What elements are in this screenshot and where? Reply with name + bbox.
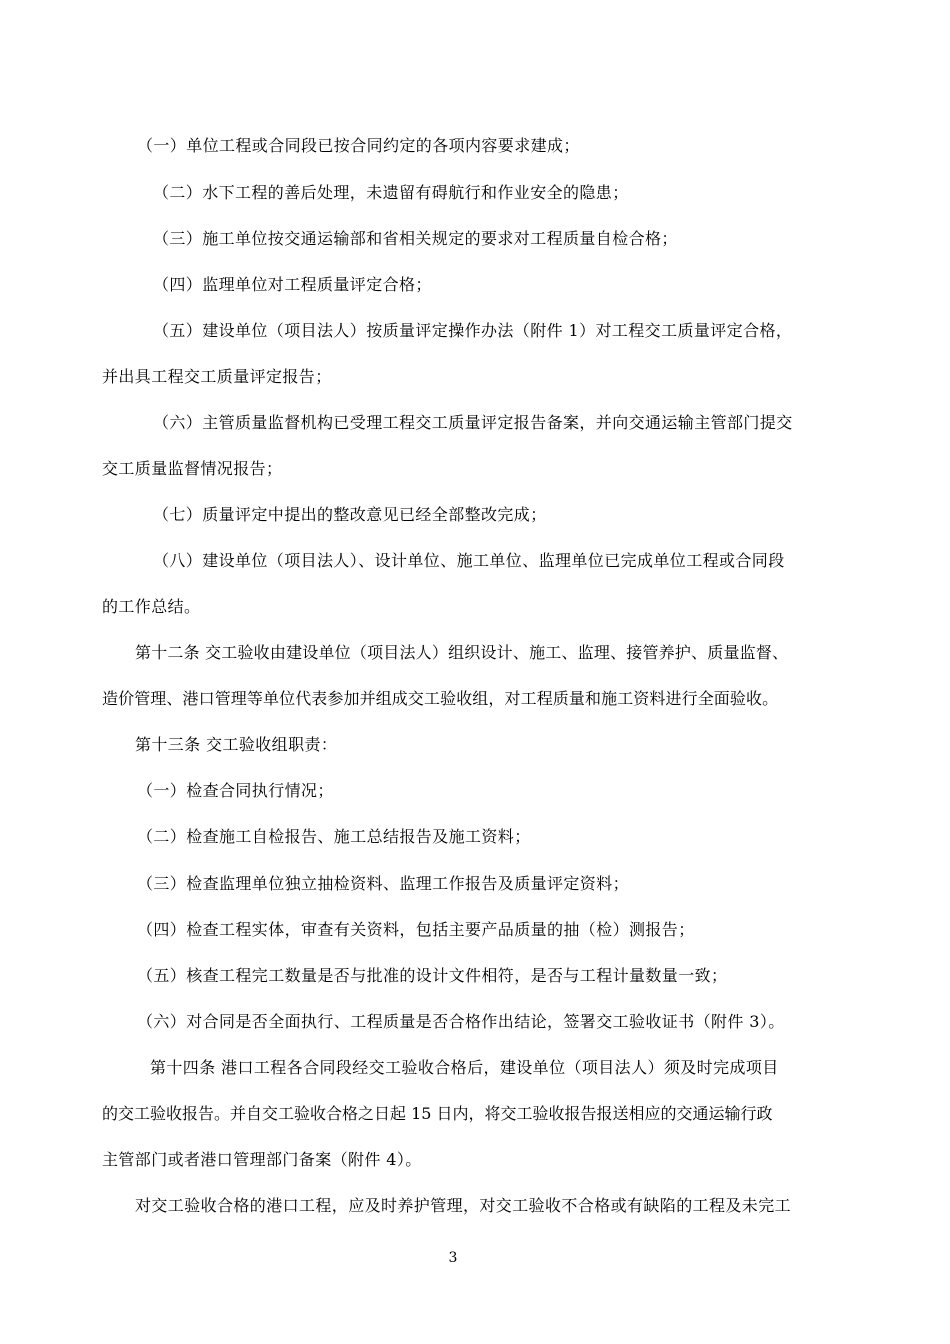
- text-line-10: （八）建设单位（项目法人）、设计单位、施工单位、监理单位已完成单位工程或合同段: [153, 551, 785, 570]
- text-line-6: 并出具工程交工质量评定报告；: [102, 367, 332, 386]
- page-number: 3: [448, 1250, 458, 1266]
- text-line-16: （二）检查施工自检报告、施工总结报告及施工资料；: [137, 827, 531, 846]
- text-line-8: 交工质量监督情况报告；: [102, 459, 283, 478]
- text-line-3: （三）施工单位按交通运输部和省相关规定的要求对工程质量自检合格；: [153, 229, 678, 248]
- text-line-7: （六）主管质量监督机构已受理工程交工质量评定报告备案，并向交通运输主管部门提交: [153, 413, 793, 432]
- text-line-12: 第十二条 交工验收由建设单位（项目法人）组织设计、施工、监理、接管养护、质量监督、: [135, 643, 789, 662]
- text-line-22: 的交工验收报告。并自交工验收合格之日起 15 日内，将交工验收报告报送相应的交通运输行政: [102, 1104, 773, 1123]
- text-line-17: （三）检查监理单位独立抽检资料、监理工作报告及质量评定资料；: [137, 874, 630, 893]
- text-line-4: （四）监理单位对工程质量评定合格；: [153, 275, 432, 294]
- text-line-5: （五）建设单位（项目法人）按质量评定操作办法（附件 1）对工程交工质量评定合格，: [153, 321, 793, 340]
- text-line-15: （一）检查合同执行情况；: [137, 781, 334, 800]
- text-line-13: 造价管理、港口管理等单位代表参加并组成交工验收组，对工程质量和施工资料进行全面验收。: [102, 689, 779, 708]
- text-line-14: 第十三条 交工验收组职责：: [135, 735, 338, 754]
- text-line-21: 第十四条 港口工程各合同段经交工验收合格后，建设单位（项目法人）须及时完成项目: [150, 1058, 779, 1077]
- text-line-2: （二）水下工程的善后处理，未遗留有碍航行和作业安全的隐患；: [153, 183, 629, 202]
- text-line-9: （七）质量评定中提出的整改意见已经全部整改完成；: [153, 505, 547, 524]
- text-line-24: 对交工验收合格的港口工程，应及时养护管理，对交工验收不合格或有缺陷的工程及未完工: [135, 1196, 792, 1215]
- text-line-11: 的工作总结。: [102, 597, 201, 616]
- text-line-20: （六）对合同是否全面执行、工程质量是否合格作出结论，签署交工验收证书（附件 3）。: [137, 1012, 785, 1031]
- text-line-18: （四）检查工程实体，审查有关资料，包括主要产品质量的抽（检）测报告；: [137, 920, 695, 939]
- text-line-1: （一）单位工程或合同段已按合同约定的各项内容要求建成；: [137, 136, 580, 155]
- text-line-19: （五）核查工程完工数量是否与批准的设计文件相符，是否与工程计量数量一致；: [137, 966, 728, 985]
- text-line-23: 主管部门或者港口管理部门备案（附件 4）。: [102, 1150, 422, 1169]
